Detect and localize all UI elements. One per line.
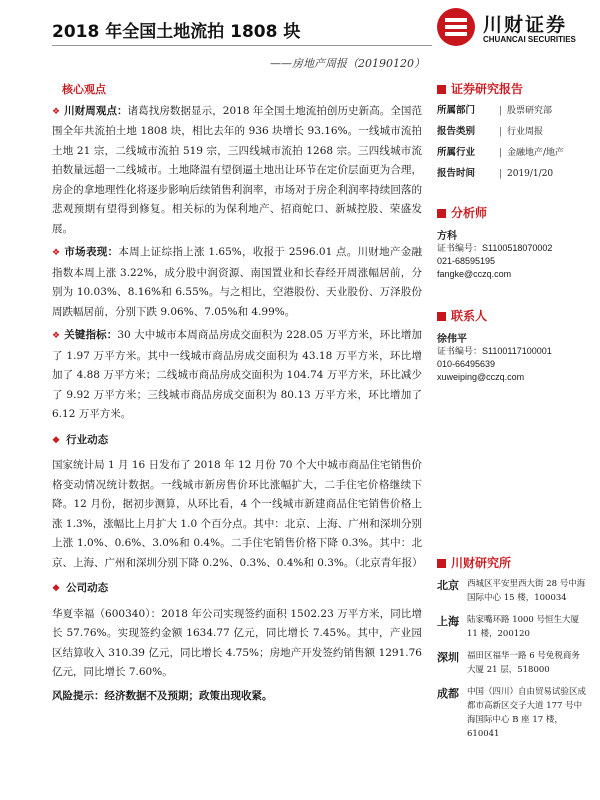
diamond-bullet-icon: ❖ <box>52 584 61 594</box>
logo-emblem-icon <box>437 8 475 46</box>
weekly-view-paragraph <box>52 102 422 240</box>
key-indicators-text: 30 大中城市本周商品房成交面积为 228.05 万平方米，环比增加了 1.97 万平方米。其中一线城市商品房成交面积为 43.18 万平方米，环比增加了 4.88 万平方米；二线城市商品房成交面积为 104.74 万平方米，环比减少了 9.92 万平方米；三线城市商品房成交面积为 80.13 万平方米，环比增加了 6.12 万平方米。 <box>52 329 423 420</box>
office-beijing: 北京 西城区平安里西大街 28 号中海国际中心 15 楼，100034 <box>437 579 586 603</box>
info-row-date: 报告时间 | 2019/1/20 <box>437 168 554 179</box>
square-bullet-icon <box>437 85 446 94</box>
analyst-name: 方科 <box>437 231 457 242</box>
square-bullet-icon <box>437 312 446 321</box>
logo-text-en: CHUANCAI SECURITIES <box>483 35 576 44</box>
industry-paragraph: 国家统计局 1 月 16 日发布了 2018 年 12 月份 70 个大中城市商品住宅销售价格变动情况统计数据。一线城市新房售价环比涨幅扩大，二手住宅价格继续下降。12 月份，据初步测算，从环比看，4 个一线城市新建商品住宅销售价格上涨 1.3%，涨幅比上月扩大 1.0 个百分点。其中：北京、上海、广州和深圳分别上涨 1.0%、0.6%、3.0%和 0.4%。二手住宅销售价格下降 0.3%。其中：北京、上海、广州和深圳分别下降 0.2%、0.3%、0.4%和 0.3%。（北京青年报） <box>52 459 423 569</box>
info-row-category: 报告类别 | 行业周报 <box>437 126 544 137</box>
company-logo <box>437 8 587 50</box>
market-paragraph <box>52 243 422 322</box>
office-shenzhen: 深圳 福田区福华一路 6 号免税商务大厦 21 层，518000 <box>437 651 580 675</box>
weekly-view-lead: 川财周观点： <box>64 104 128 117</box>
report-title: 2018 年全国土地流拍 1808 块 <box>52 22 301 42</box>
diamond-bullet-icon: ❖ <box>52 435 61 446</box>
diamond-bullet-icon: ❖ <box>52 248 61 258</box>
contact-cert: 证书编号：S1100117100001 <box>437 346 552 356</box>
key-indicators-lead: 关键指标： <box>64 329 118 341</box>
report-subtitle: ——房地产周报（20190120） <box>270 57 425 70</box>
company-heading: ❖ 公司动态 <box>52 582 109 594</box>
diamond-bullet-icon: ❖ <box>52 106 61 117</box>
logo-text-cn: 川财证券 <box>483 14 568 36</box>
square-bullet-icon <box>437 209 446 218</box>
analyst-cert: 证书编号：S1100518070002 <box>437 243 553 253</box>
risk-warning: 风险提示：经济数据不及预期；政策出现收紧。 <box>52 689 273 702</box>
company-paragraph: 华夏幸福（600340）：2018 年公司实现签约面积 1502.23 万平方米，同比增长 57.76%。实现签约金额 1634.77 亿元，同比增长 7.45%。其中，产业园区结算收入 310.39 亿元，同比增长 4.75%；房地产开发签约销售额 1291.76 亿元，同比增长 7.60%。 <box>52 607 422 678</box>
weekly-view-text: 诸葛找房数据显示，2018 年全国土地流拍创历史新高。全国范围全年共流拍土地 1808 块，相比去年的 936 块增长 93.16%。一线城市流拍土地 21 宗，二线城市流拍 519 宗，三四线城市流拍 1268 宗。三四线城市流拍数量远超一二线城市。土地降温有望倒逼土地出让环节在定价层面更为合理，房企的拿地理性化将逐步影响后续销售利润率，市场对于房企利润率持续回落的悲观预期有望得到修复。相关标的为保利地产、招商蛇口、新城控股、荣盛发展。 <box>52 104 423 235</box>
contact-name: 徐伟平 <box>437 334 467 345</box>
office-chengdu: 成都 中国（四川）自由贸易试验区成都市高新区交子大道 177 号中海国际中心 B 座 17 楼，610041 <box>437 687 587 739</box>
key-indicators-paragraph <box>52 326 422 425</box>
contact-phone: 010-66495639 <box>437 359 496 369</box>
industry-heading: ❖ 行业动态 <box>52 433 109 446</box>
market-text: 本周上证综指上涨 1.65%，收报于 2596.01 点。川财地产金融指数本周上涨 3.22%，成分股中润资源、南国置业和长春经开周涨幅居前，分别为 10.03%、8.16%和 6.55%。与之相比，空港股份、天业股份、万泽股份周跌幅居前，分别下跌 9.06%、7.05%和 4.99%。 <box>52 246 423 318</box>
square-bullet-icon <box>437 559 446 568</box>
institute-heading: 川财研究所 <box>437 554 587 571</box>
core-views-label: 核心观点 <box>62 83 106 96</box>
report-info-heading: 证券研究报告 <box>437 80 587 97</box>
analyst-email[interactable]: fangke@cczq.com <box>437 269 512 279</box>
sidebar <box>437 80 587 749</box>
diamond-bullet-icon: ❖ <box>52 331 61 341</box>
header-divider <box>52 45 432 46</box>
office-shanghai: 上海 陆家嘴环路 1000 号恒生大厦 11 楼，200120 <box>437 615 580 639</box>
main-content <box>52 80 422 706</box>
info-row-department: 所属部门 | 股票研究部 <box>437 105 553 116</box>
contact-heading: 联系人 <box>437 307 587 324</box>
market-lead: 市场表现： <box>64 246 119 258</box>
analyst-phone: 021-68595195 <box>437 256 496 266</box>
contact-email[interactable]: xuweiping@cczq.com <box>437 372 525 382</box>
info-row-industry: 所属行业 | 金融地产/地产 <box>437 147 565 158</box>
analyst-heading: 分析师 <box>437 204 587 221</box>
